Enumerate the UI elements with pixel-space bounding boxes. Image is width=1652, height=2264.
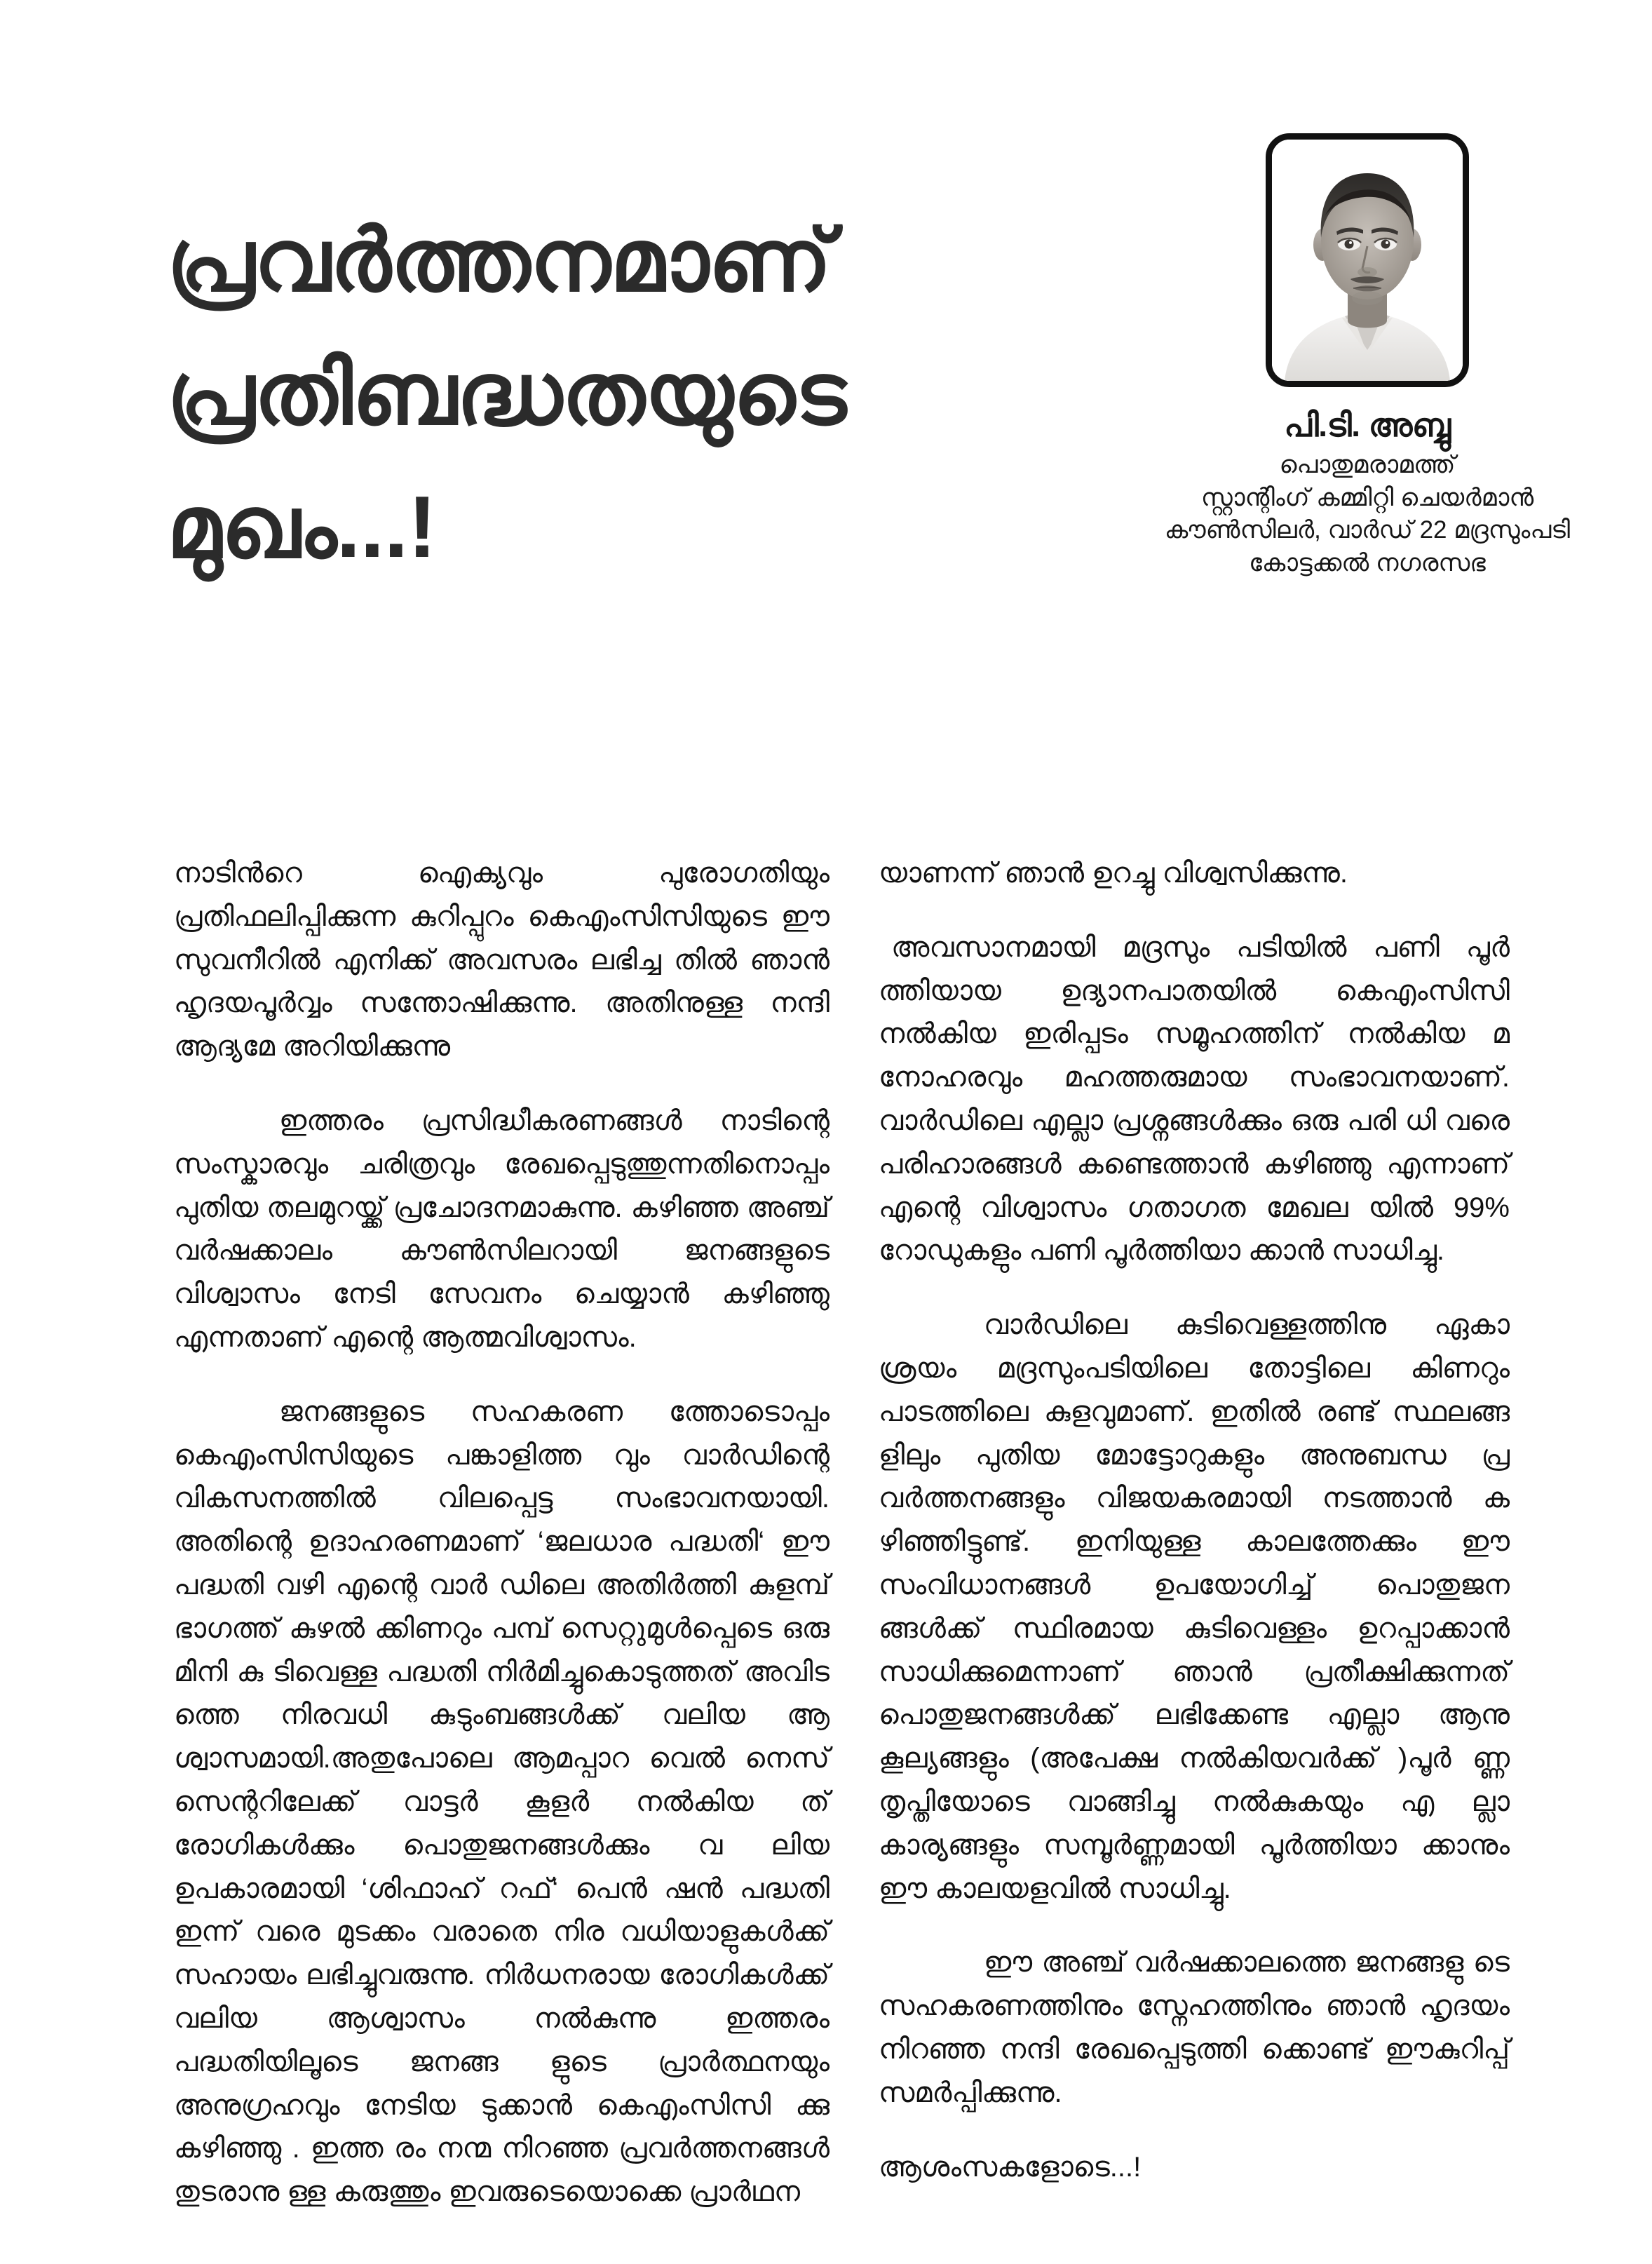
paragraph: ഈ അഞ്ച് വർഷക്കാലത്തെ ജനങ്ങളു ടെ സഹകരണത്തിനും സ്നേഹത്തിനും ഞാൻ ഹൃദയം നിറഞ്ഞ നന്ദി രേഖപ്പെടുത്തി ക്കൊണ്ട് ഈകുറിപ്പ് സമർപ്പിക്കുന്നു. xyxy=(879,1947,1510,2108)
headline-line-2: പ്രതിബദ്ധതയുടെ xyxy=(167,345,846,443)
author-caption xyxy=(1122,404,1613,580)
body-column-left xyxy=(174,852,830,2214)
author-block xyxy=(1122,133,1613,580)
paragraph: ജനങ്ങളുടെ സഹകരണ ത്തോടൊപ്പം കെഎംസിസിയുടെ പങ്കാളിത്ത വും വാർഡിന്റെ വികസനത്തിൽ വിലപ്പെട്ട സംഭാവനയായി. അതിന്റെ ഉദാഹരണമാണ് ‘ജലധാര പദ്ധതി‘ ഈ പദ്ധതി വഴി എന്റെ വാർ ഡിലെ അതിർത്തി കുളമ്പ് ഭാഗത്ത് കുഴൽ ക്കിണറും പമ്പ് സെറ്റുമുൾപ്പെടെ ഒരു മിനി കു ടിവെള്ള പദ്ധതി നിർമിച്ചുകൊടുത്തത് അവിട ത്തെ നിരവധി കുടുംബങ്ങൾക്ക് വലിയ ആ ശ്വാസമായി.അതുപോലെ ആമപ്പാറ വെൽ നെസ് സെന്ററിലേക്ക് വാട്ടർ കൂളർ നൽകിയ ത് രോഗികൾക്കും പൊതുജനങ്ങൾക്കും വ ലിയ ഉപകാരമായി ‘ശിഫാഹ് റഫ്‘ പെൻ ഷൻ പദ്ധതി ഇന്ന് വരെ മുടക്കം വരാതെ നിര വധിയാളുകൾക്ക് സഹായം ലഭിച്ചുവരുന്നു. നിർധനരായ രോഗികൾക്ക് വലിയ ആശ്വാസം നൽകുന്നു ഇത്തരം പദ്ധതിയിലൂടെ ജനങ്ങ ളുടെ പ്രാർത്ഥനയും അനുഗ്രഹവും നേടിയ ടുക്കാൻ കെഎംസിസി ക്കു കഴിഞ്ഞു . ഇത്ത രം നന്മ നിറഞ്ഞ പ്രവർത്തനങ്ങൾ തുടരാനു ള്ള കരുത്തും ഇവരുടെയൊക്കെ പ്രാർഥന xyxy=(174,1396,830,2208)
author-name: പി.ടി. അബ്ബു xyxy=(1284,407,1451,443)
paragraph: ഇത്തരം പ്രസിദ്ധീകരണങ്ങൾ നാടിന്റെ സംസ്കാരവും ചരിത്രവും രേഖപ്പെടുത്തുന്നതിനൊപ്പം പുതിയ തലമുറയ്ക്ക് പ്രചോദനമാകുന്നു. കഴിഞ്ഞ അഞ്ച് വർഷക്കാലം കൗൺസിലറായി ജനങ്ങളുടെ വിശ്വാസം നേടി സേവനം ചെയ്യാൻ കഴിഞ്ഞു എന്നതാണ് എന്റെ ആത്മവിശ്വാസം. xyxy=(174,1105,830,1353)
headline-line-1: പ്രവർത്തനമാണ് xyxy=(167,213,832,310)
paragraph: നാടിൻറെ ഐക്യവും പുരോഗതിയും പ്രതിഫലിപ്പിക്കുന്ന കുറിപ്പുറം കെഎംസിസിയുടെ ഈ സുവനീറിൽ എനിക്ക് അവസരം ലഭിച്ച തിൽ ഞാൻ ഹൃദയപൂർവ്വം സന്തോഷിക്കുന്നു. അതിനുള്ള നന്ദി ആദ്യമേ അറിയിക്കുന്നു xyxy=(174,858,830,1063)
author-role-line-2: സ്റ്റാന്റിംഗ് കമ്മിറ്റി ചെയർമാൻ xyxy=(1200,483,1534,511)
headline-line-3: മുഖം...! xyxy=(167,478,437,576)
closing-salutation: ആശംസകളോടെ...! xyxy=(879,2151,1142,2183)
author-role-line-3: കൗൺസിലർ, വാർഡ് 22 മദ്രസുംപടി xyxy=(1164,516,1571,544)
page-title xyxy=(167,195,1135,594)
body-column-right xyxy=(879,852,1510,2189)
author-photograph xyxy=(1272,140,1463,381)
author-role-line-1: പൊതുമരാമത്ത് xyxy=(1279,450,1456,478)
paragraph: അവസാനമായി മദ്രസും പടിയിൽ പണി പൂർ ത്തിയായ ഉദ്യാനപാതയിൽ കെഎംസിസി നൽകിയ ഇരിപ്പടം സമൂഹത്തിന് നൽകിയ മ നോഹരവും മഹത്തരുമായ സംഭാവനയാണ്. വാർഡിലെ എല്ലാ പ്രശ്നങ്ങൾക്കും ഒരു പരി ധി വരെ പരിഹാരങ്ങൾ കണ്ടെത്താൻ കഴിഞ്ഞു എന്നാണ് എന്റെ വിശ്വാസം ഗതാഗത മേഖല യിൽ 99% റോഡുകളും പണി പൂർത്തിയാ ക്കാൻ സാധിച്ചു. xyxy=(879,931,1510,1267)
article-body xyxy=(0,852,1652,2208)
author-role-line-4: കോട്ടക്കൽ നഗരസഭ xyxy=(1249,549,1486,577)
paragraph: വാർഡിലെ കുടിവെള്ളത്തിനു ഏകാ ശ്രയം മദ്രസുംപടിയിലെ തോട്ടിലെ കിണറും പാടത്തിലെ കുളവുമാണ്. ഇതിൽ രണ്ട് സ്ഥലങ്ങ ളിലും പുതിയ മോട്ടോറുകളും അനുബന്ധ പ്ര വർത്തനങ്ങളും വിജയകരമായി നടത്താൻ ക ഴിഞ്ഞിട്ടുണ്ട്. ഇനിയുള്ള കാലത്തേക്കും ഈ സംവിധാനങ്ങൾ ഉപയോഗിച്ച് പൊതുജന ങ്ങൾക്ക് സ്ഥിരമായ കുടിവെള്ളം ഉറപ്പാക്കാൻ സാധിക്കുമെന്നാണ് ഞാൻ പ്രതീക്ഷിക്കുന്നത് പൊതുജനങ്ങൾക്ക് ലഭിക്കേണ്ട എല്ലാ ആനു കൂല്യങ്ങളും (അപേക്ഷ നൽകിയവർക്ക് )പൂർ ണ്ണ തൃപ്തിയോടെ വാങ്ങിച്ചു നൽകുകയും എ ല്ലാ കാര്യങ്ങളും സമ്പൂർണ്ണമായി പൂർത്തിയാ ക്കാനും ഈ കാലയളവിൽ സാധിച്ചു. xyxy=(879,1309,1510,1904)
paragraph: യാണന്ന് ഞാൻ ഉറച്ചു വിശ്വസിക്കുന്നു. xyxy=(879,858,1348,889)
portrait-frame xyxy=(1266,133,1469,387)
masthead xyxy=(0,0,1652,631)
